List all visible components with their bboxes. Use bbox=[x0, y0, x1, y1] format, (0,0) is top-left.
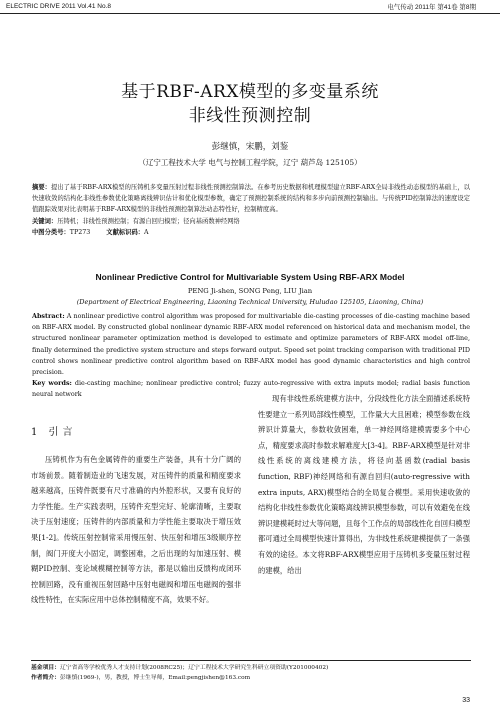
title-block bbox=[0, 80, 500, 128]
intro-paragraph-1: 压铸机作为有色金属铸件的重要生产装备，具有十分广阔的市场前景。随着制造业的飞速发展，对压铸件的质量和精度要求越来越高，压铸件既要有尺寸准确的内外腔形状，又要有良好的力学性能。生产实践表明，压铸件充型完好、轮廓清晰，主要取决于压射速度；压铸件的内部质量和力学性能主要取决于增压效果[1-2]。传统压射控制常采用慢压射、快压射和增压3级顺序控制，阀门开度大小固定，调整困难，之后出现的勾加速压射、模糊PID控制、变论域模糊控制等方法，都是以输出反馈构成闭环控制回路，没有重视压射回路中压射电磁阀和增压电磁阀的强非线性特性，在实际应用中总体控制精度不高，效果不好。 bbox=[31, 455, 241, 605]
fund-text: 辽宁省高等学校优秀人才支持计划(2008RC25)；辽宁工程技术大学研究生科研立项资助(Y201000402) bbox=[60, 665, 329, 671]
cn-classification bbox=[32, 227, 470, 238]
affiliation: （辽宁工程技术大学 电气与控制工程学院，辽宁 葫芦岛 125105） bbox=[138, 158, 362, 167]
en-abstract-paragraph bbox=[32, 311, 470, 378]
author-note-text: 彭继慎(1969-)，男，教授，博士生导师，Email:pengjishen@163.com bbox=[60, 674, 251, 681]
intro-paragraph-2: 现有非线性系统建模方法中，分段线性化方法全面描述系统特性要建立一系列局部线性模型，工作量大大且困难；模型参数在线辨识计算量大，参数收敛困难，单一神经网络建模需要多个中心点，精度要求高时参数求解难度大[3-4]。RBF-ARX模型是针对非线性系统的离线建模方法，将径向基函数(radial basis function, RBF)神经网络和有源自回归(auto-regressive with extra inputs, ARX)模型结合的全局复合模型。采用快速收敛的结构化非线性参数优化策略离线辨识模型参数，可以有效避免在线辨识建模耗时过大等问题，且每个工作点的局部线性化自回归模型都可通过全局模型快速计算得出，为非线性系统建模提供了一条强有效的途径。本文将RBF-ARX模型应用于压铸机多变量压射过程的建模，给出 bbox=[258, 394, 470, 575]
fund-label: 基金项目： bbox=[31, 665, 60, 671]
cn-keywords-text: 压铸机；非线性预测控制；有源自回归模型；径向基函数神经网络 bbox=[57, 217, 240, 225]
en-abstract-label: Abstract: bbox=[32, 312, 65, 320]
doc-code-value: A bbox=[144, 228, 149, 236]
section-heading-intro: 1 引言 bbox=[31, 427, 77, 438]
doc-code-label: 文献标识码： bbox=[106, 228, 145, 236]
authors: 彭继慎，宋鹏，刘鉴 bbox=[211, 142, 289, 152]
body-column-right bbox=[258, 391, 470, 578]
cn-abstract-label: 摘要： bbox=[32, 184, 51, 191]
fund-note bbox=[31, 664, 471, 674]
cn-keywords bbox=[32, 216, 470, 227]
english-authors: PENG Ji-shen, SONG Peng, LIU Jian bbox=[187, 287, 313, 295]
cn-abstract-text: 提出了基于RBF-ARX模型的压铸机多变量压射过程非线性预测控制算法。在参考历史数据和机理模型建立RBF-ARX全局非线性动态模型的基础上，以快速收敛的结构化非线性参数优化策略离线辨识估计和优化模型参数，确定了预测控制系统的结构和多步向前预测控制输出。与传统PID控制算法的速度设定值跟踪效果对比表明基于RBF-ARX模型的非线性预测控制算法动态特性好，控制精度高。 bbox=[32, 184, 470, 214]
running-header bbox=[0, 0, 500, 14]
header-left: ELECTRIC DRIVE 2011 Vol.41 No.8 bbox=[6, 3, 112, 10]
clc-label: 中图分类号： bbox=[32, 228, 70, 236]
chinese-abstract bbox=[32, 182, 470, 238]
author-note-label: 作者简介： bbox=[31, 674, 60, 681]
english-abstract bbox=[32, 311, 470, 401]
page-number: 33 bbox=[462, 697, 470, 704]
body-column-left bbox=[31, 452, 241, 608]
en-abstract-text: A nonlinear predictive control algorithm was proposed for multivariable die-casting processes of die-casting machine based on RBF-ARX model. By constructed global nonlinear dynamic RBF-ARX model referenced on historical data and mechanism model, the structured nonlinear parameter optimization method is developed to estimate and optimize parameters of RBF-ARX model off-line, finally determined the predictive system structure and steps forward output. Speed set point tracking comparison with traditional PID control shows nonlinear predictive control algorithm based on RBF-ARX model has good dynamic characteristics and high control precision. bbox=[32, 312, 471, 377]
title-line-1: 基于RBF-ARX模型的多变量系统 bbox=[121, 82, 379, 102]
cn-abstract-paragraph bbox=[32, 182, 470, 216]
author-note bbox=[31, 674, 471, 684]
clc-value: TP273 bbox=[69, 228, 91, 236]
cn-keywords-label: 关键词： bbox=[32, 217, 58, 225]
title-line-2: 非线性预测控制 bbox=[188, 106, 312, 126]
en-keywords-text: die-casting machine; nonlinear predictive control; fuzzy auto-regressive with extra inputs model; radial basis function neural network bbox=[32, 379, 470, 399]
header-right: 电气传动 2011年 第41卷 第8期 bbox=[387, 4, 476, 11]
en-keywords-label: Key words: bbox=[32, 379, 72, 388]
english-title: Nonlinear Predictive Control for Multivariable System Using RBF-ARX Model bbox=[95, 272, 405, 282]
footnotes bbox=[31, 660, 471, 683]
english-affiliation: (Department of Electrical Engineering, Liaoning Technical University, Huludao 125105, Liaoning, China) bbox=[76, 298, 424, 306]
